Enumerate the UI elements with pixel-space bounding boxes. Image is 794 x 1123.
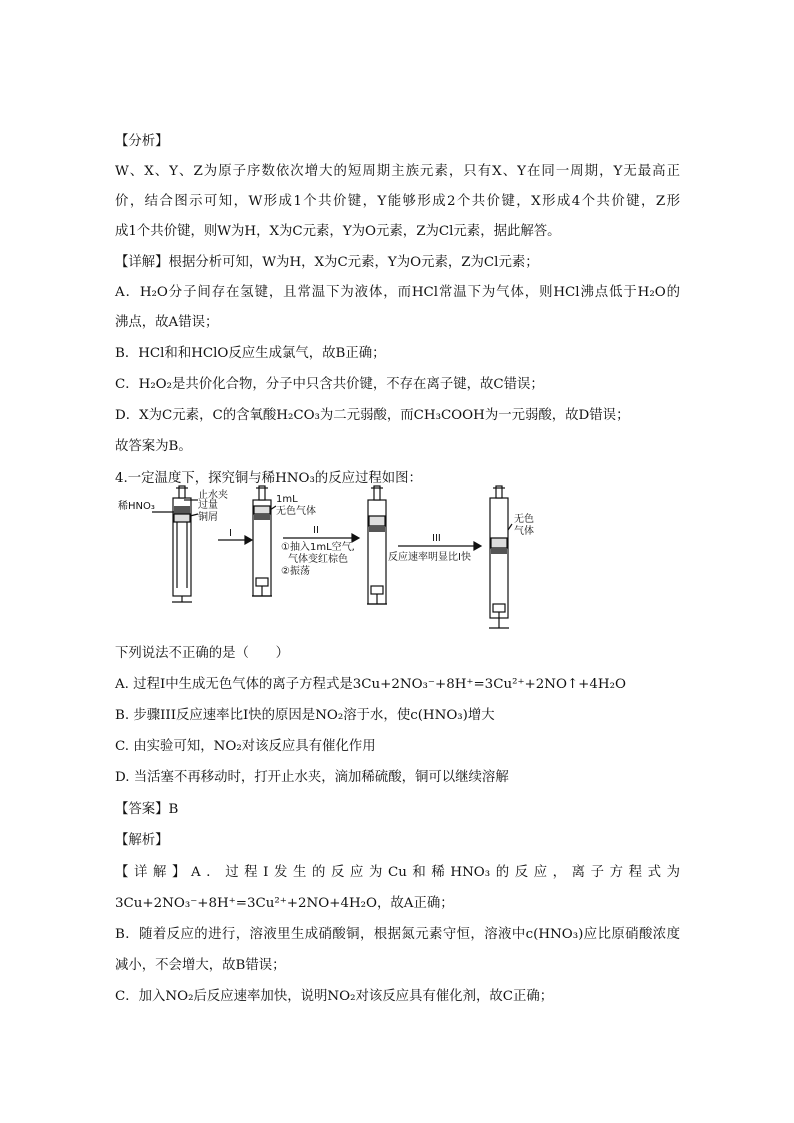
option-b: B. 步骤III反应速率比I快的原因是NO₂溶于水，使c(HNO₃)增大 [115, 708, 495, 723]
label-acid: 稀HNO₃ [118, 501, 155, 512]
label-step-2-a: ①抽入1mL空气, [281, 542, 355, 553]
explain-line-4: 减小，不会增大，故B错误； [115, 958, 286, 973]
label-colorless-gas: 无色气体 [276, 506, 316, 517]
explain-line-1: 【详解】A．过程I发生的反应为Cu和稀HNO₃的反应，离子方程式为 [115, 865, 680, 880]
detail-line-1: 【详解】根据分析可知，W为H，X为C元素，Y为O元素，Z为Cl元素； [115, 255, 539, 270]
question-4-prompt: 下列说法不正确的是（ ） [115, 646, 290, 661]
syringe-4 [489, 486, 509, 628]
explain-line-2: 3Cu+2NO₃⁻+8H⁺=3Cu²⁺+2NO+4H₂O，故A正确； [115, 896, 454, 911]
explain-heading: 【解析】 [115, 833, 169, 848]
detail-line-7: 故答案为B。 [115, 439, 192, 454]
label-1ml: 1mL [276, 494, 298, 505]
option-a: A. 过程I中生成无色气体的离子方程式是3Cu+2NO₃⁻+8H⁺=3Cu²⁺+2NO↑+4H₂O [115, 677, 626, 692]
label-gas-end-1: 无色 [514, 514, 534, 525]
analysis-line-1: W、X、Y、Z为原子序数依次增大的短周期主族元素，只有X、Y在同一周期，Y无最高正 [115, 164, 680, 179]
detail-line-2: A．H₂O分子间存在氢键，且常温下为液体，而HCl常温下为气体，则HCl沸点低于H₂O的 [115, 285, 680, 300]
analysis-heading: 【分析】 [115, 134, 169, 149]
syringe-2 [252, 486, 272, 596]
syringe-3 [367, 486, 387, 604]
detail-line-6: D．X为C元素，C的含氧酸H₂CO₃为二元弱酸，而CH₃COOH为一元弱酸，故D错误； [115, 408, 630, 423]
explain-line-5: C．加入NO₂后反应速率加快，说明NO₂对该反应具有催化剂，故C正确； [115, 989, 554, 1004]
detail-line-5: C．H₂O₂是共价化合物，分子中只含共价键，不存在离子键，故C错误； [115, 377, 544, 392]
label-step-2-c: ②振荡 [281, 566, 310, 577]
label-copper-1: 过量 [198, 500, 218, 511]
analysis-line-3: 成1个共价键，则W为H，X为C元素，Y为O元素，Z为Cl元素，据此解答。 [115, 224, 561, 239]
answer-label: 【答案】B [115, 802, 179, 817]
label-step-2: II [313, 525, 319, 536]
detail-line-4: B．HCl和和HClO反应生成氯气，故B正确； [115, 346, 386, 361]
syringe-1 [172, 486, 192, 602]
explain-line-3: B．随着反应的进行，溶液里生成硝酸铜，根据氮元素守恒，溶液中c(HNO₃)应比原硝酸浓度 [115, 927, 680, 942]
label-step-3: III [432, 533, 441, 544]
option-d: D. 当活塞不再移动时，打开止水夹，滴加稀硫酸，铜可以继续溶解 [115, 770, 509, 785]
syringe-experiment-diagram [118, 478, 548, 634]
question-4-stem: 4.一定温度下，探究铜与稀HNO₃的反应过程如图： [115, 471, 422, 486]
label-clamp: 止水夹 [198, 490, 228, 501]
detail-line-3: 沸点，故A错误； [115, 315, 219, 330]
option-c: C. 由实验可知，NO₂对该反应具有催化作用 [115, 739, 376, 754]
label-gas-end-2: 气体 [514, 526, 534, 537]
label-copper-2: 铜屑 [198, 512, 218, 523]
analysis-line-2: 价，结合图示可知，W形成1个共价键，Y能够形成2个共价键，X形成4个共价键，Z形 [115, 194, 680, 209]
label-step-3-text: 反应速率明显比I快 [388, 552, 471, 563]
label-step-1: I [229, 528, 232, 539]
label-step-2-b: 气体变红棕色 [288, 554, 348, 565]
